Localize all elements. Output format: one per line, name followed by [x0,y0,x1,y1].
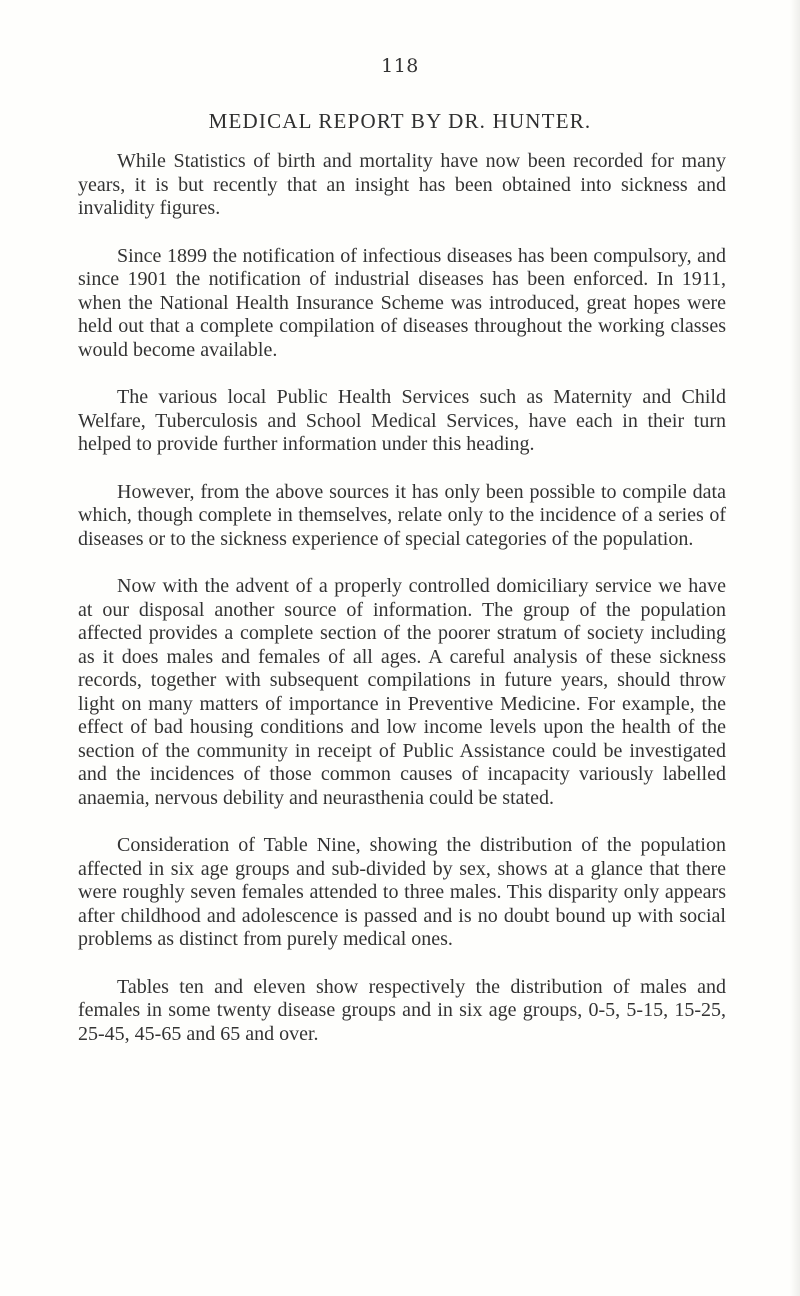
paragraph-domiciliary-service: Now with the advent of a properly controlled domiciliary service we have at our disposal another source of information. The group of the population affected provides a complete section of the poorer stratum of society including as it does males and females of all ages. A careful analysis of these sickness records, together with subsequent compilations in future years, should throw light on many matters of importance in Preventive Medicine. For example, the effect of bad housing conditions and low income levels upon the health of the section of the community in receipt of Public Assistance could be investigated and the incidences of those common causes of incapacity variously labelled anaemia, nervous debility and neurasthenia could be stated. [78,575,726,809]
page-title: MEDICAL REPORT BY DR. HUNTER. [208,109,592,133]
paragraph-data-limitations: However, from the above sources it has only been possible to compile data which, though complete in themselves, relate only to the incidence of a series of diseases or to the sickness experience of special categories of the population. [78,480,726,550]
paragraph-notification-history: Since 1899 the notification of infectious diseases has been compulsory, and since 1901 the notification of industrial diseases has been enforced. In 1911, when the National Health Insurance Scheme was introduced, great hopes were held out that a complete compilation of diseases throughout the working classes would become available. [78,244,726,361]
page-number: 118 [381,55,419,77]
paragraph-tables-ten-eleven: Tables ten and eleven show respectively the distribution of males and females in some twenty disease groups and in six age groups, 0-5, 5-15, 15-25, 25-45, 45-65 and 65 and over. [78,975,726,1045]
paragraph-statistics-intro: While Statistics of birth and mortality have now been recorded for many years, it is but recently that an insight has been obtained into sickness and invalidity figures. [78,150,726,219]
page-edge-shadow [790,0,800,1296]
paragraph-table-nine: Consideration of Table Nine, showing the distribution of the population affected in six age groups and sub-divided by sex, shows at a glance that there were roughly seven females attended to three males. This disparity only appears after childhood and adolescence is passed and is no doubt bound up with social problems as distinct from purely medical ones. [78,834,726,950]
paragraph-public-health-services: The various local Public Health Services such as Maternity and Child Welfare, Tuberculosis and School Medical Services, have each in their turn helped to provide further information under this heading. [78,386,726,455]
body-text [78,150,726,1070]
